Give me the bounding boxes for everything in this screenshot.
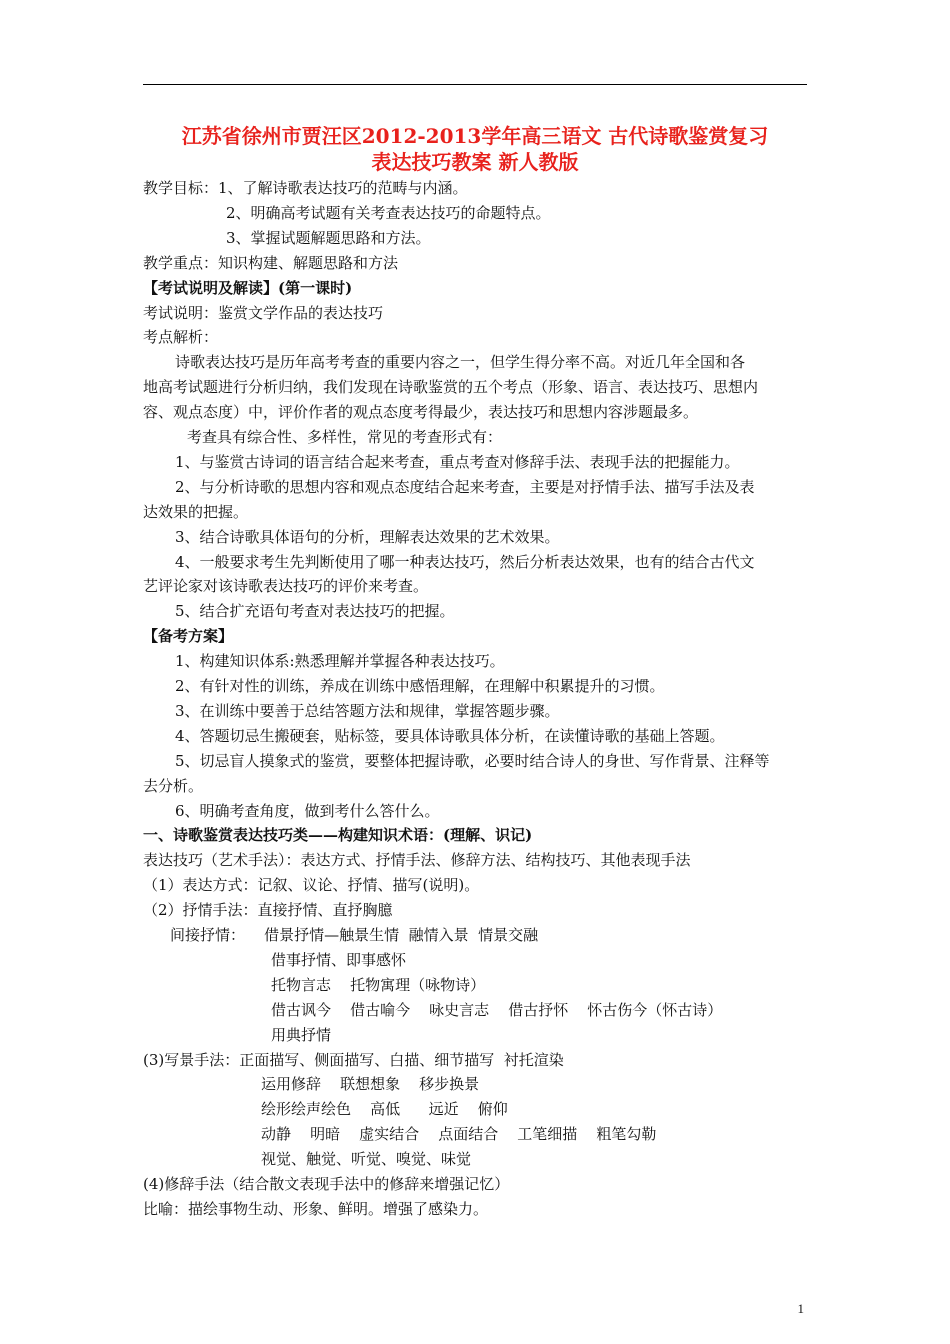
text-line: 视觉、触觉、听觉、嗅觉、味觉 (261, 1150, 472, 1169)
text-line: 【备考方案】 (143, 627, 234, 646)
text-line: 达效果的把握。 (143, 502, 249, 521)
text-line: 教学重点：知识构建、解题思路和方法 (143, 253, 399, 272)
text-line: 3、掌握试题解题思路和方法。 (226, 228, 431, 247)
text-line: 容、观点态度）中，评价作者的观点态度考得最少，表达技巧和思想内容涉题最多。 (143, 403, 699, 422)
text-line: 去分析。 (143, 776, 204, 795)
text-line: （2）抒情手法：直接抒情、直抒胸臆 (143, 901, 393, 920)
text-line: 表达技巧（艺术手法）：表达方式、抒情手法、修辞方法、结构技巧、其他表现手法 (143, 851, 691, 870)
text-line: 1、与鉴赏古诗词的语言结合起来考查，重点考查对修辞手法、表现手法的把握能力。 (175, 452, 740, 471)
text-line: 3、在训练中要善于总结答题方法和规律，掌握答题步骤。 (175, 701, 560, 720)
text-line: 运用修辞 联想想象 移步换景 (261, 1075, 480, 1094)
text-line: 1、构建知识体系:熟悉理解并掌握各种表达技巧。 (175, 652, 505, 671)
header-rule (143, 84, 807, 85)
text-line: 6、明确考查角度，做到考什么答什么。 (175, 801, 440, 820)
text-line: 借事抒情、即事感怀 (271, 950, 407, 969)
text-line: 艺评论家对该诗歌表达技巧的评价来考查。 (143, 577, 429, 596)
page-number: 1 (797, 1301, 804, 1316)
text-line: 借古讽今 借古喻今 咏史言志 借古抒怀 怀古伤今（怀古诗） (271, 1000, 723, 1019)
text-line: (3)写景手法：正面描写、侧面描写、白描、细节描写 衬托渲染 (143, 1050, 564, 1069)
document-title-line-2: 表达技巧教案 新人教版 (371, 150, 579, 174)
document-title-line-1: 江苏省徐州市贾汪区2012-2013学年高三语文 古代诗歌鉴赏复习 (181, 124, 769, 148)
text-line: 考点解析： (143, 328, 219, 347)
text-line: 考查具有综合性、多样性，常见的考查形式有： (187, 428, 503, 446)
text-line: 4、一般要求考生先判断使用了哪一种表达技巧，然后分析表达效果，也有的结合古代文 (175, 552, 755, 571)
text-line: 2、与分析诗歌的思想内容和观点态度结合起来考查，主要是对抒情手法、描写手法及表 (175, 477, 755, 496)
text-line: 4、答题切忌生搬硬套，贴标签，要具体诗歌具体分析，在读懂诗歌的基础上答题。 (175, 726, 725, 745)
text-line: 诗歌表达技巧是历年高考考查的重要内容之一，但学生得分率不高。对近几年全国和各 (175, 353, 746, 372)
text-line: （1）表达方式：记叙、议论、抒情、描写(说明)。 (143, 876, 480, 895)
text-line: 教学目标：1、了解诗歌表达技巧的范畴与内涵。 (143, 179, 468, 197)
text-line: 比喻：描绘事物生动、形象、鲜明。增强了感染力。 (143, 1199, 489, 1218)
text-line: 3、结合诗歌具体语句的分析，理解表达效果的艺术效果。 (175, 527, 560, 546)
text-line: 5、结合扩充语句考查对表达技巧的把握。 (175, 602, 455, 621)
text-line: 用典抒情 (271, 1025, 332, 1044)
text-line: 一、诗歌鉴赏表达技巧类——构建知识术语：(理解、识记) (143, 826, 533, 845)
text-line: 考试说明：鉴赏文学作品的表达技巧 (143, 303, 384, 322)
text-line: 地高考试题进行分析归纳，我们发现在诗歌鉴赏的五个考点（形象、语言、表达技巧、思想内 (143, 378, 759, 397)
text-line: 2、明确高考试题有关考查表达技巧的命题特点。 (226, 203, 551, 222)
text-line: (4)修辞手法（结合散文表现手法中的修辞来增强记忆） (143, 1175, 510, 1193)
text-line: 2、有针对性的训练，养成在训练中感悟理解，在理解中积累提升的习惯。 (175, 677, 665, 695)
text-line: 间接抒情： 借景抒情—触景生情 融情入景 情景交融 (170, 926, 539, 944)
text-line: 绘形绘声绘色 高低 远近 俯仰 (261, 1100, 508, 1119)
text-line: 托物言志 托物寓理（咏物诗） (271, 975, 486, 994)
text-line: 【考试说明及解读】(第一课时) (143, 278, 353, 297)
text-line: 动静 明暗 虚实结合 点面结合 工笔细描 粗笔勾勒 (261, 1125, 657, 1144)
text-line: 5、切忌盲人摸象式的鉴赏，要整体把握诗歌，必要时结合诗人的身世、写作背景、注释等 (175, 751, 770, 770)
